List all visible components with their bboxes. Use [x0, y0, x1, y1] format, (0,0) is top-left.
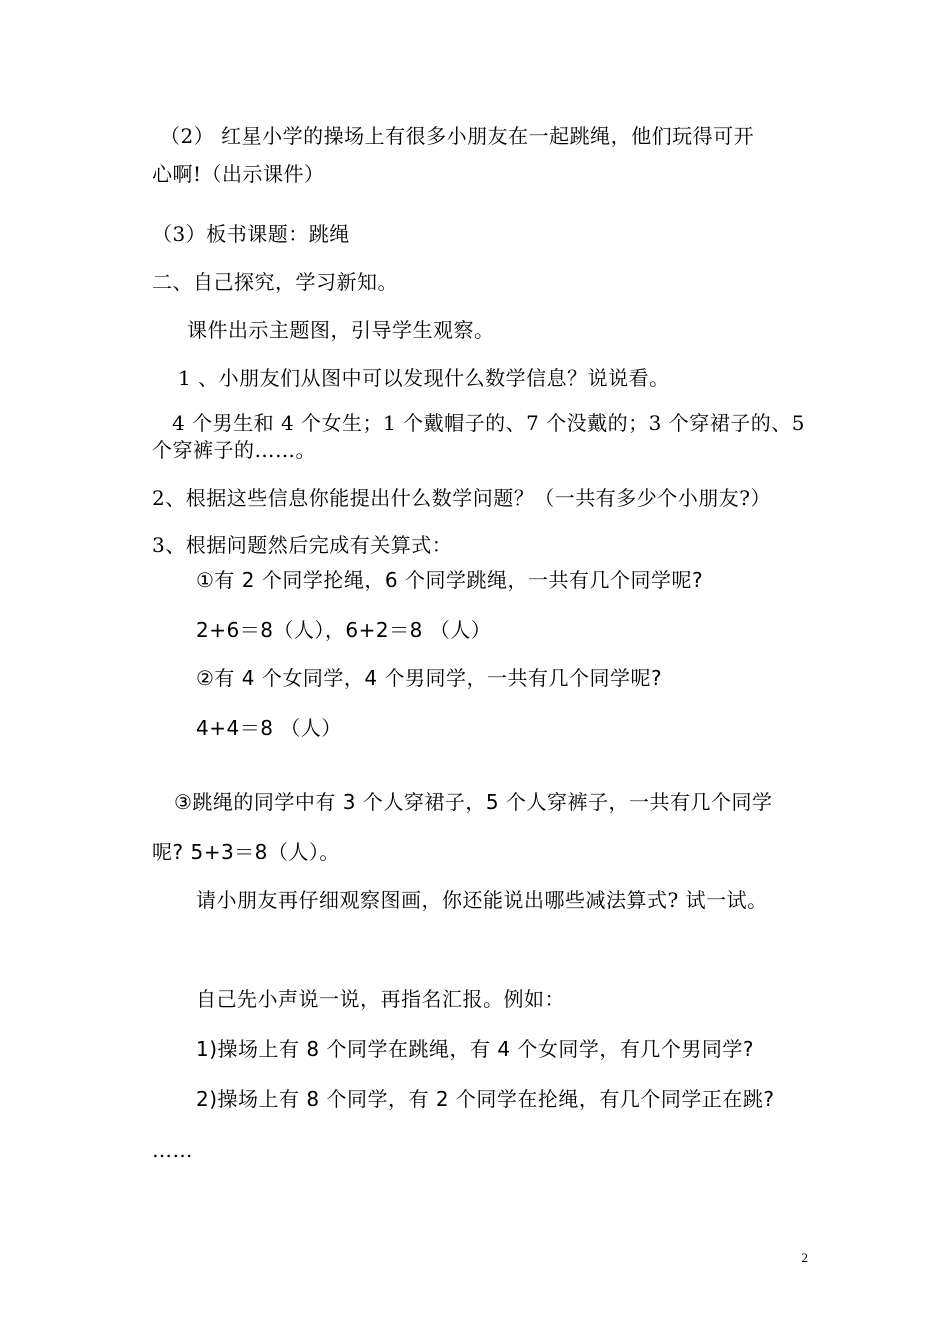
page-number: 2 — [801, 1250, 808, 1265]
subtraction-example-1: 1)操场上有 8 个同学在跳绳，有 4 个女同学，有几个男同学? — [196, 1037, 755, 1061]
answer-line-1: 4 个男生和 4 个女生；1 个戴帽子的、7 个没戴的；3 个穿裙子的、5 — [172, 411, 805, 435]
question-3: 3、根据问题然后完成有关算式： — [152, 533, 453, 557]
equation-1: 2+6＝8（人），6+2＝8 （人） — [196, 618, 492, 642]
subtraction-example-2: 2)操场上有 8 个同学，有 2 个同学在抡绳，有几个同学正在跳? — [196, 1087, 775, 1111]
question-1: 1 、小朋友们从图中可以发现什么数学信息？说说看。 — [178, 366, 670, 390]
paragraph-line-2: 心啊!（出示课件） — [152, 162, 325, 186]
paragraph-line-3: （3）板书课题：跳绳 — [152, 222, 350, 246]
paragraph-line-1: （2） 红星小学的操场上有很多小朋友在一起跳绳，他们玩得可开 — [160, 124, 755, 148]
paragraph-line-5: 课件出示主题图，引导学生观察。 — [187, 318, 495, 342]
example-1: ①有 2 个同学抡绳，6 个同学跳绳，一共有几个同学呢? — [196, 568, 704, 592]
equation-2: 4+4＝8 （人） — [196, 716, 342, 740]
example-3-line-1: ③跳绳的同学中有 3 个人穿裙子，5 个人穿裤子，一共有几个同学 — [174, 790, 773, 814]
question-2: 2、根据这些信息你能提出什么数学问题？（一共有多少个小朋友?） — [152, 486, 771, 510]
answer-line-2: 个穿裤子的……。 — [152, 438, 316, 462]
section-heading: 二、自己探究，学习新知。 — [152, 270, 398, 294]
report-prompt: 自己先小声说一说，再指名汇报。例如： — [196, 987, 565, 1011]
example-3-line-2: 呢? 5+3＝8（人）。 — [152, 840, 340, 864]
example-2: ②有 4 个女同学，4 个男同学，一共有几个同学呢? — [196, 666, 663, 690]
subtraction-prompt: 请小朋友再仔细观察图画，你还能说出哪些减法算式? 试一试。 — [196, 888, 768, 912]
ellipsis: …… — [152, 1138, 193, 1162]
